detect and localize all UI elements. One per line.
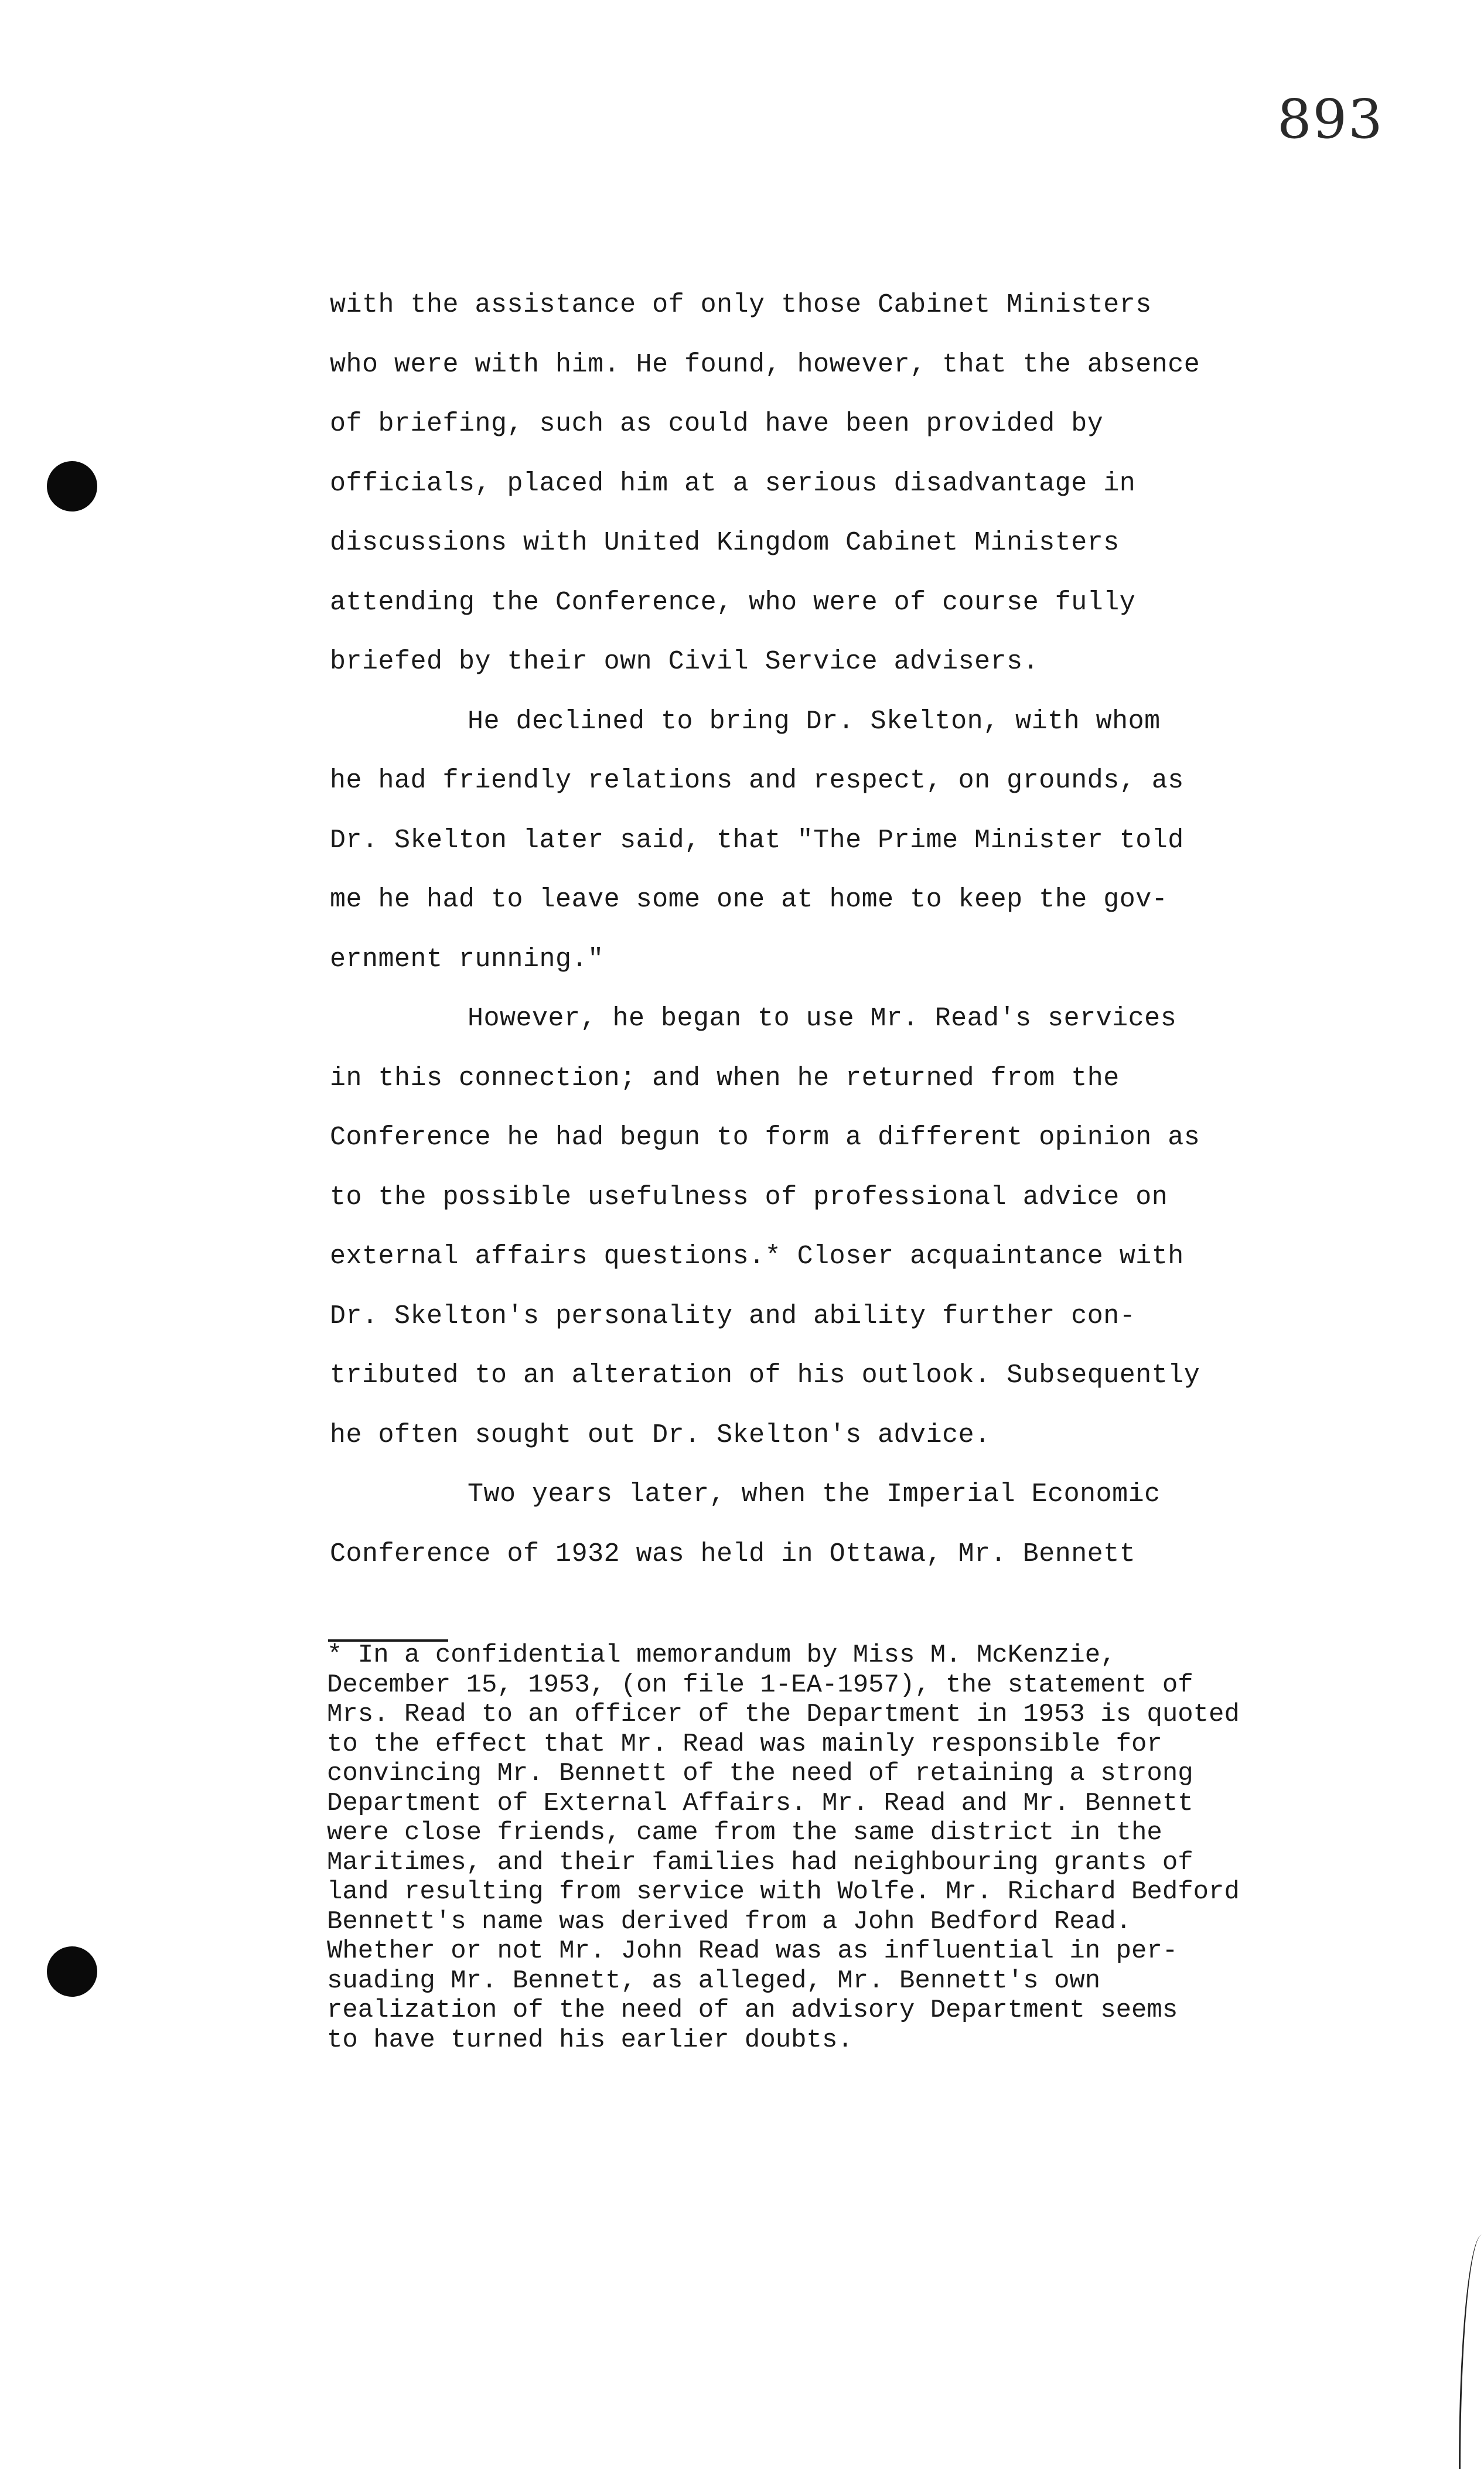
body-line: He declined to bring Dr. Skelton, with whom <box>468 706 1161 736</box>
footnote <box>327 1641 1440 2055</box>
footnote-line: Maritimes, and their families had neighbouring grants of <box>327 1847 1193 1877</box>
body-line: discussions with United Kingdom Cabinet Ministers <box>330 528 1120 558</box>
footnote-line: Department of External Affairs. Mr. Read and Mr. Bennett <box>327 1788 1193 1818</box>
page-number: 893 <box>1277 88 1384 151</box>
footnote-line: to the effect that Mr. Read was mainly responsible for <box>327 1729 1162 1759</box>
body-line: with the assistance of only those Cabinet Ministers <box>330 290 1152 320</box>
footnote-line: land resulting from service with Wolfe. Mr. Richard Bedford <box>327 1877 1240 1907</box>
footnote-line: suading Mr. Bennett, as alleged, Mr. Bennett's own <box>327 1966 1101 1996</box>
body-line: in this connection; and when he returned from the <box>330 1063 1120 1093</box>
body-line: Two years later, when the Imperial Economic <box>468 1479 1161 1509</box>
body-line: external affairs questions.* Closer acquaintance with <box>330 1242 1184 1271</box>
footnote-line: to have turned his earlier doubts. <box>327 2025 853 2055</box>
footnote-line: realization of the need of an advisory Department seems <box>327 1996 1178 2025</box>
footnote-line: Bennett's name was derived from a John Bedford Read. <box>327 1907 1132 1936</box>
body-line: of briefing, such as could have been provided by <box>330 409 1104 439</box>
body-line: Conference he had begun to form a different opinion as <box>330 1123 1200 1152</box>
footnote-line: were close friends, came from the same district in the <box>327 1818 1162 1847</box>
body-line: briefed by their own Civil Service advisers. <box>330 647 1039 677</box>
punch-hole-bottom <box>47 1946 97 1997</box>
footnote-line: Whether or not Mr. John Read was as influential in per- <box>327 1936 1178 1966</box>
body-line: he often sought out Dr. Skelton's advice. <box>330 1420 991 1450</box>
body-line: to the possible usefulness of professional advice on <box>330 1182 1168 1212</box>
footnote-line: December 15, 1953, (on file 1-EA-1957), the statement of <box>327 1670 1193 1700</box>
body-line: Conference of 1932 was held in Ottawa, Mr. Bennett <box>330 1539 1136 1569</box>
punch-hole-top <box>47 461 97 511</box>
body-text <box>330 275 1396 1584</box>
footnote-line: * In a confidential memorandum by Miss M. McKenzie, <box>327 1641 1116 1670</box>
body-line: tributed to an alteration of his outlook. Subsequently <box>330 1360 1200 1390</box>
body-line: who were with him. He found, however, that the absence <box>330 349 1200 380</box>
body-line: officials, placed him at a serious disadvantage in <box>330 468 1136 499</box>
page-edge-curl <box>1459 2235 1484 2469</box>
body-line: Dr. Skelton's personality and ability further con- <box>330 1301 1136 1331</box>
body-line: he had friendly relations and respect, on grounds, as <box>330 766 1184 796</box>
footnote-line: Mrs. Read to an officer of the Department in 1953 is quoted <box>327 1700 1240 1729</box>
body-line: ernment running." <box>330 944 604 974</box>
footnote-line: convincing Mr. Bennett of the need of retaining a strong <box>327 1759 1193 1788</box>
body-line: Dr. Skelton later said, that "The Prime Minister told <box>330 825 1184 855</box>
body-line: attending the Conference, who were of course fully <box>330 587 1136 618</box>
body-line: me he had to leave some one at home to keep the gov- <box>330 885 1168 915</box>
body-line: However, he began to use Mr. Read's services <box>468 1004 1177 1034</box>
